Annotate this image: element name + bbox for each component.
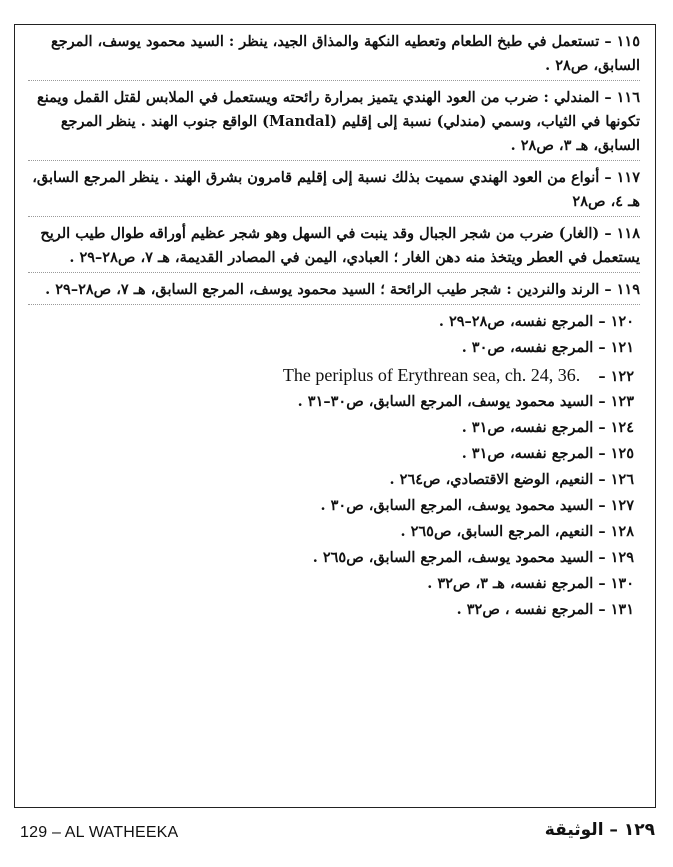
footnote-129: ١٢٩ – السيد محمود يوسف، المرجع السابق، ص٢٦٥ . bbox=[312, 549, 634, 566]
footnote-131: ١٣١ – المرجع نفسه ، ص٣٢ . bbox=[456, 601, 634, 618]
footnote-115: ١١٥ – تستعمل في طبخ الطعام وتعطيه النكهة والمذاق الجيد، ينظر : السيد محمود يوسف، المرجع السابق، ص٢٨ . bbox=[28, 30, 640, 81]
footnote-126: ١٢٦ – النعيم، الوضع الاقتصادي، ص٢٦٤ . bbox=[389, 471, 634, 488]
footnote-122-text: The periplus of Erythrean sea, ch. 24, 36. bbox=[282, 365, 581, 385]
footnote-122-number: ١٢٢ – bbox=[598, 368, 634, 385]
footnotes bbox=[28, 30, 640, 624]
footnote-118: ١١٨ – (الغار) ضرب من شجر الجبال وقد ينبت في السهل وهو شجر عظيم أوراقه طوال طيب الريح يستعمل في العطر ويتخذ منه دهن الغار ؛ العبادي، اليمن في المصادر القديمة، هـ ٧، ص٢٨–٢٩ . bbox=[28, 222, 640, 273]
footnote-123: ١٢٣ – السيد محمود يوسف، المرجع السابق، ص٣٠–٣١ . bbox=[297, 393, 634, 410]
footer-page-label-arabic: ١٢٩ – الوثيقة bbox=[544, 820, 655, 840]
footnote-122 bbox=[28, 362, 640, 390]
footnote-124: ١٢٤ – المرجع نفسه، ص٣١ . bbox=[461, 419, 634, 436]
footnote-116: ١١٦ – المندلي : ضرب من العود الهندي يتميز بمرارة رائحته ويستعمل في الملابس لقتل القمل ويمنع تكونها في الثياب، وسمي (مندلي) نسبة إلى إقليم (Mandal) الواقع جنوب الهند . ينظر المرجع السابق، هـ ٣، ص٢٨ . bbox=[28, 86, 640, 161]
footnote-127: ١٢٧ – السيد محمود يوسف، المرجع السابق، ص٣٠ . bbox=[320, 497, 634, 514]
footnote-120: ١٢٠ – المرجع نفسه، ص٢٨–٢٩ . bbox=[438, 313, 634, 330]
footnote-128: ١٢٨ – النعيم، المرجع السابق، ص٢٦٥ . bbox=[400, 523, 634, 540]
footnote-121: ١٢١ – المرجع نفسه، ص٣٠ . bbox=[461, 339, 634, 356]
footnote-130: ١٣٠ – المرجع نفسه، هـ ٣، ص٣٢ . bbox=[427, 575, 634, 592]
footnote-119: ١١٩ – الرند والنردين : شجر طيب الرائحة ؛ السيد محمود يوسف، المرجع السابق، هـ ٧، ص٢٨–٢٩ . bbox=[28, 278, 640, 305]
footnote-125: ١٢٥ – المرجع نفسه، ص٣١ . bbox=[461, 445, 634, 462]
footnote-117: ١١٧ – أنواع من العود الهندي سميت بذلك نسبة إلى إقليم قامرون بشرق الهند . ينظر المرجع السابق، هـ ٤، ص٢٨ bbox=[28, 166, 640, 217]
footer-page-label-latin: 129 – AL WATHEEKA bbox=[20, 824, 179, 841]
